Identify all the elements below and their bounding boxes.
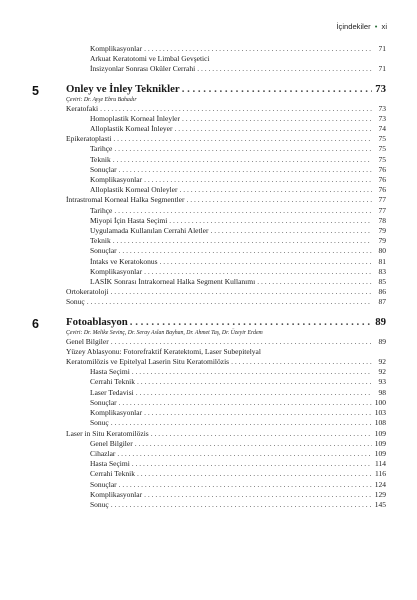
toc-entry-page: 76: [378, 175, 386, 185]
toc-entry-page: 109: [374, 428, 386, 438]
toc-entry-title: Uygulamada Kullanılan Cerrahi Aletler: [90, 226, 209, 236]
toc-entry-page: 116: [375, 469, 386, 479]
dot-leader: [114, 206, 372, 216]
toc-entry-page: 109: [374, 448, 386, 458]
chapter-translator: Çeviri: Dr. Melike Sevinç, Dr. Seray Aslan Bayhan, Dr. Ahmet Taş, Dr. Üzeyir Erdem: [66, 329, 263, 336]
toc-entry-title: Hasta Seçimi: [90, 459, 130, 469]
toc-entry-title: Teknik: [90, 154, 111, 164]
toc-entry-title: Onley ve İnley Teknikler: [66, 82, 180, 95]
toc-entry-page: 109: [374, 438, 386, 448]
toc-entry[interactable]: [66, 216, 386, 226]
toc-entry-title: Epikeratoplasti: [66, 134, 112, 144]
toc-entry-page: 100: [374, 397, 386, 407]
toc-entry-page: 75: [378, 154, 386, 164]
toc-entry-title: İnsizyonlar Sonrası Oküler Cerrahi: [90, 64, 196, 74]
dot-leader: [132, 367, 372, 377]
dot-leader: [187, 195, 373, 205]
toc-entry-page: 87: [378, 297, 386, 307]
toc-entry[interactable]: [66, 144, 386, 154]
dot-leader: [182, 83, 372, 96]
toc-entry[interactable]: [66, 185, 386, 195]
dot-leader: [132, 459, 372, 469]
toc-entry[interactable]: [66, 347, 386, 357]
toc-entry[interactable]: [66, 429, 386, 439]
toc-entry[interactable]: [66, 490, 386, 500]
toc-entry-title: Genel Bilgiler: [66, 336, 109, 346]
toc-entry[interactable]: [66, 114, 386, 124]
running-head-separator: •: [374, 22, 378, 31]
dot-leader: [144, 408, 372, 418]
toc-entry[interactable]: [66, 500, 386, 510]
toc-entry-page: 124: [374, 479, 386, 489]
toc-entry[interactable]: [66, 469, 386, 479]
toc-entry-page: 81: [378, 256, 386, 266]
toc-entry-page: 114: [375, 459, 386, 469]
toc-entry-title: Komplikasyonlar: [90, 489, 143, 499]
toc-entry[interactable]: [66, 104, 386, 114]
toc-entry-title: Komplikasyonlar: [90, 266, 143, 276]
toc-entry-page: 93: [378, 377, 386, 387]
toc-entry[interactable]: [66, 357, 386, 367]
toc-entry[interactable]: [66, 236, 386, 246]
toc-entry-page: 129: [374, 489, 386, 499]
toc-entry-page: 89: [375, 315, 386, 328]
dot-leader: [169, 216, 372, 226]
toc-entry[interactable]: [66, 124, 386, 134]
table-of-contents: [32, 44, 386, 510]
toc-entry-title: Hasta Seçimi: [90, 367, 130, 377]
dot-leader: [144, 175, 372, 185]
toc-entry-title: Tarihçe: [90, 205, 113, 215]
toc-entry-title: İntrastromal Korneal Halka Segmentler: [66, 195, 185, 205]
toc-entry[interactable]: [66, 246, 386, 256]
toc-entry[interactable]: [66, 195, 386, 205]
toc-entry-page: 108: [374, 418, 386, 428]
dot-leader: [100, 104, 372, 114]
dot-leader: [211, 226, 372, 236]
dot-leader: [113, 236, 372, 246]
toc-entry[interactable]: [66, 257, 386, 267]
toc-entry-page: 73: [378, 103, 386, 113]
toc-entry-title: Sonuçlar: [90, 397, 117, 407]
toc-entry[interactable]: [66, 398, 386, 408]
dot-leader: [130, 316, 372, 329]
dot-leader: [137, 469, 372, 479]
toc-entry-title: İntaks ve Keratokonus: [90, 256, 158, 266]
toc-entry-title: Komplikasyonlar: [90, 44, 143, 53]
dot-leader: [119, 480, 372, 490]
toc-entry-title: Fotoablasyon: [66, 315, 128, 328]
toc-entry[interactable]: [66, 206, 386, 216]
dot-leader: [159, 257, 372, 267]
toc-entry-title: LASİK Sonrası İntrakorneal Halka Segment Kullanımı: [90, 277, 256, 287]
dot-leader: [144, 267, 372, 277]
chapter-section: [32, 315, 386, 510]
toc-entry-title: Sonuçlar: [90, 246, 117, 256]
toc-entry-title: Miyopi İçin Hasta Seçimi: [90, 215, 168, 225]
dot-leader: [114, 144, 372, 154]
toc-entry-page: 92: [378, 357, 386, 367]
dot-leader: [231, 357, 372, 367]
toc-entry-title: Alloplastik Korneal İnleyer: [90, 124, 173, 134]
toc-entry[interactable]: [66, 377, 386, 387]
toc-entry-title: Komplikasyonlar: [90, 175, 143, 185]
dot-leader: [117, 449, 372, 459]
toc-entry-title: Sonuç: [90, 499, 109, 509]
running-head-page-number: xi: [381, 22, 387, 31]
dot-leader: [111, 418, 372, 428]
toc-entry[interactable]: [66, 480, 386, 490]
dot-leader: [135, 439, 372, 449]
toc-entry-page: 75: [378, 144, 386, 154]
running-head: [336, 22, 387, 31]
toc-entry[interactable]: [66, 367, 386, 377]
toc-entry-page: 86: [378, 287, 386, 297]
toc-entry[interactable]: [66, 287, 386, 297]
dot-leader: [197, 64, 372, 74]
toc-entry[interactable]: [66, 297, 386, 307]
toc-entry-title: Komplikasyonlar: [90, 408, 143, 418]
dot-leader: [144, 44, 372, 54]
toc-entry[interactable]: [66, 277, 386, 287]
dot-leader: [257, 277, 372, 287]
chapter-section: [32, 82, 386, 308]
toc-entry-title: Sonuç: [90, 418, 109, 428]
toc-entry-title: Keratofaki: [66, 103, 99, 113]
toc-entry-page: 77: [378, 205, 386, 215]
dot-leader: [87, 297, 372, 307]
toc-entry-page: 75: [378, 134, 386, 144]
toc-entry[interactable]: [66, 418, 386, 428]
toc-entry[interactable]: [66, 175, 386, 185]
toc-entry-page: 79: [378, 236, 386, 246]
toc-entry-page: 79: [378, 226, 386, 236]
toc-entry[interactable]: [66, 388, 386, 398]
toc-entry-page: 80: [378, 246, 386, 256]
toc-entry[interactable]: [66, 64, 386, 74]
toc-entry[interactable]: [66, 459, 386, 469]
toc-entry-title: Keratomilözis ve Epitelyal Laserin Situ Keratomilözis: [66, 357, 230, 367]
toc-entry-page: 74: [378, 124, 386, 134]
toc-entry[interactable]: [66, 439, 386, 449]
toc-entry-page: 76: [378, 185, 386, 195]
toc-entry-title: Teknik: [90, 236, 111, 246]
dot-leader: [111, 337, 372, 347]
chapter-heading[interactable]: [66, 316, 386, 329]
toc-entry[interactable]: [66, 44, 386, 54]
toc-entry-title: Sonuçlar: [90, 164, 117, 174]
toc-entry-page: 71: [378, 44, 386, 53]
toc-entry[interactable]: [66, 408, 386, 418]
dot-leader: [111, 287, 373, 297]
toc-entry[interactable]: [66, 226, 386, 236]
toc-entry[interactable]: [66, 449, 386, 459]
toc-entry-title: Sonuç: [66, 297, 85, 307]
toc-entry-page: 83: [378, 266, 386, 276]
toc-entry-title: Homoplastik Korneal İnleyler: [90, 113, 180, 123]
toc-entry[interactable]: [66, 337, 386, 347]
toc-entry-title: Ortokeratoloji: [66, 287, 109, 297]
dot-leader: [136, 388, 372, 398]
dot-leader: [151, 429, 372, 439]
dot-leader: [144, 490, 372, 500]
toc-entry-title: Cerrahi Teknik: [90, 377, 135, 387]
toc-entry-page: 76: [378, 164, 386, 174]
dot-leader: [119, 398, 372, 408]
toc-entry-title: Alloplastik Korneal Onleyler: [90, 185, 178, 195]
toc-entry-page: 78: [378, 215, 386, 225]
dot-leader: [174, 124, 372, 134]
running-head-title: İçindekiler: [336, 22, 371, 31]
toc-entry[interactable]: [66, 165, 386, 175]
toc-entry-title: Laser in Situ Keratomilözis: [66, 428, 149, 438]
toc-entry[interactable]: [66, 267, 386, 277]
toc-entry-page: 98: [378, 387, 386, 397]
dot-leader: [119, 165, 372, 175]
toc-entry[interactable]: [66, 155, 386, 165]
dot-leader: [111, 500, 372, 510]
toc-entry-title: Tarihçe: [90, 144, 113, 154]
toc-entry-title: Sonuçlar: [90, 479, 117, 489]
toc-entry-page: 77: [378, 195, 386, 205]
chapter-number: 6: [32, 316, 39, 331]
toc-entry-page: 89: [378, 336, 386, 346]
toc-entry-page: 103: [374, 408, 386, 418]
dot-leader: [113, 134, 372, 144]
toc-entry-page: 145: [374, 499, 386, 509]
toc-entry[interactable]: [66, 54, 386, 64]
toc-entry-page: 92: [378, 367, 386, 377]
chapter-translator: Çeviri: Dr. Ayşe Ebru Bahadır: [66, 96, 137, 103]
toc-entry-title: Cerrahi Teknik: [90, 469, 135, 479]
toc-entry-page: 71: [378, 64, 386, 74]
toc-entry-title: Arkuat Keratotomi ve Limbal Gevşetici: [90, 54, 210, 64]
toc-entry-title: Laser Tedavisi: [90, 387, 134, 397]
dot-leader: [113, 155, 372, 165]
dot-leader: [137, 377, 372, 387]
chapter-number: 5: [32, 83, 39, 98]
dot-leader: [119, 246, 372, 256]
toc-entry-page: 73: [378, 113, 386, 123]
toc-entry-title: Genel Bilgiler: [90, 438, 133, 448]
toc-entry-page: 85: [378, 277, 386, 287]
toc-entry[interactable]: [66, 134, 386, 144]
dot-leader: [179, 185, 372, 195]
toc-entry-title: Cihazlar: [90, 448, 116, 458]
toc-entry-title: Yüzey Ablasyonu: Fotorefraktif Keratektomi, Laser Subepitelyal: [66, 346, 261, 356]
toc-entry-page: 73: [375, 82, 386, 95]
dot-leader: [182, 114, 372, 124]
chapter-heading[interactable]: [66, 83, 386, 96]
